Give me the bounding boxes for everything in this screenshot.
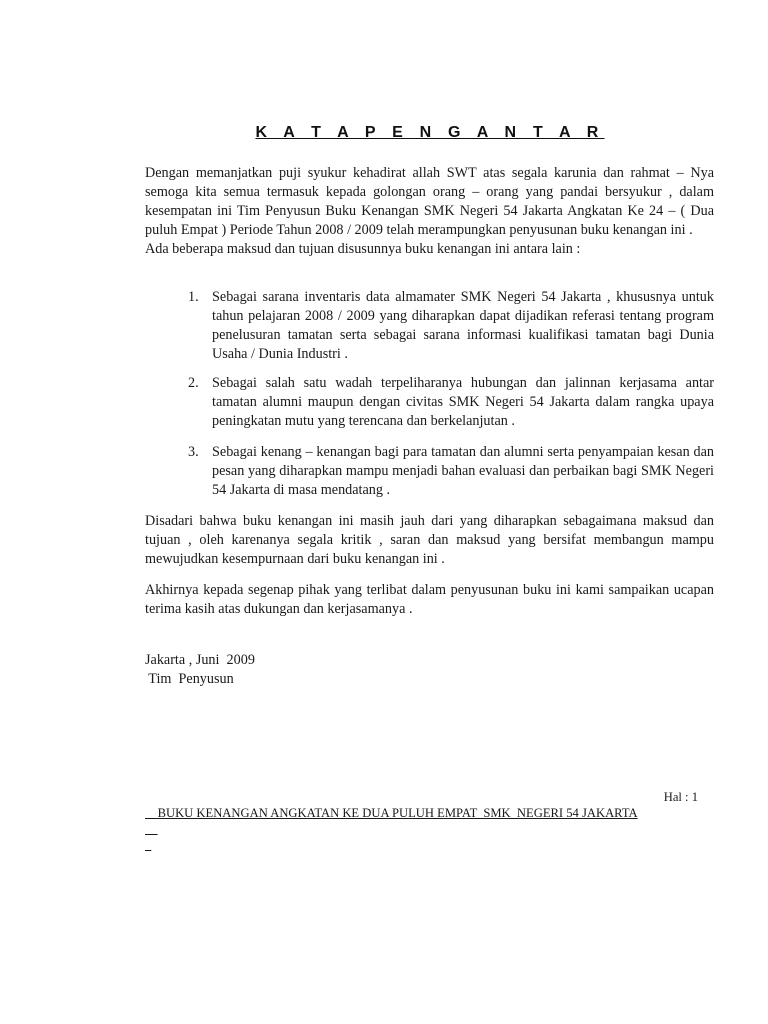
closing-paragraph-2: Akhirnya kepada segenap pihak yang terlibat dalam penyusunan buku ini kami sampaikan ucapan terima kasih atas dukungan dan kerjasamanya . xyxy=(145,582,714,617)
place-date: Jakarta , Juni 2009 xyxy=(145,652,255,668)
list-item-number: 1. xyxy=(188,289,199,305)
signer-name: Tim Penyusun xyxy=(145,671,234,687)
closing-paragraph-1: Disadari bahwa buku kenangan ini masih jauh dari yang diharapkan sebagaimana maksud dan tujuan , oleh karenanya segala kritik , saran dan maksud yang bersifat membangun mampu mewujudkan kesempurnaan dari buku kenangan ini . xyxy=(145,513,714,567)
footer-page-number: Hal : 1 xyxy=(663,790,698,804)
list-item-number: 3. xyxy=(188,444,199,460)
page-footer xyxy=(145,789,698,853)
list-item-text: Sebagai salah satu wadah terpeliharanya hubungan dan jalinnan kerjasama antar tamatan alumni maupun dengan civitas SMK Negeri 54 Jakarta dalam rangka upaya peningkatan mutu yang terencana dan berkelanjutan . xyxy=(212,375,714,429)
intro-paragraph: Dengan memanjatkan puji syukur kehadirat allah SWT atas segala karunia dan rahmat – Nya semoga kita semua termasuk kepada golongan orang – orang yang pandai bersyukur , dalam kesempatan ini Tim Penyusun Buku Kenangan SMK Negeri 54 Jakarta Angkatan Ke 24 – ( Dua puluh Empat ) Periode Tahun 2008 / 2009 telah merampungkan penyusunan buku kenangan ini . xyxy=(145,165,714,238)
page-title: K A T A P E N G A N T A R xyxy=(255,124,605,141)
list-item-number: 2. xyxy=(188,375,199,391)
intro-lead: Ada beberapa maksud dan tujuan disusunnya buku kenangan ini antara lain : xyxy=(145,241,581,257)
list-item-text: Sebagai sarana inventaris data almamater SMK Negeri 54 Jakarta , khususnya untuk tahun pelajaran 2008 / 2009 yang diharapkan dapat dijadikan referasi tentang program penelusuran tamatan serta sebagai sarana informasi kualifikasi tamatan bagi Dunia Usaha / Dunia Industri . xyxy=(212,289,714,362)
intro-section xyxy=(145,164,714,259)
footer-book-title: BUKU KENANGAN ANGKATAN KE DUA PULUH EMPAT SMK NEGERI 54 JAKARTA xyxy=(157,806,638,820)
list-item-text: Sebagai kenang – kenangan bagi para tamatan dan alumni serta penyampaian kesan dan pesan yang diharapkan mampu menjadi bahan evaluasi dan perbaikan bagi SMK Negeri 54 Jakarta di masa mendatang . xyxy=(212,444,714,498)
